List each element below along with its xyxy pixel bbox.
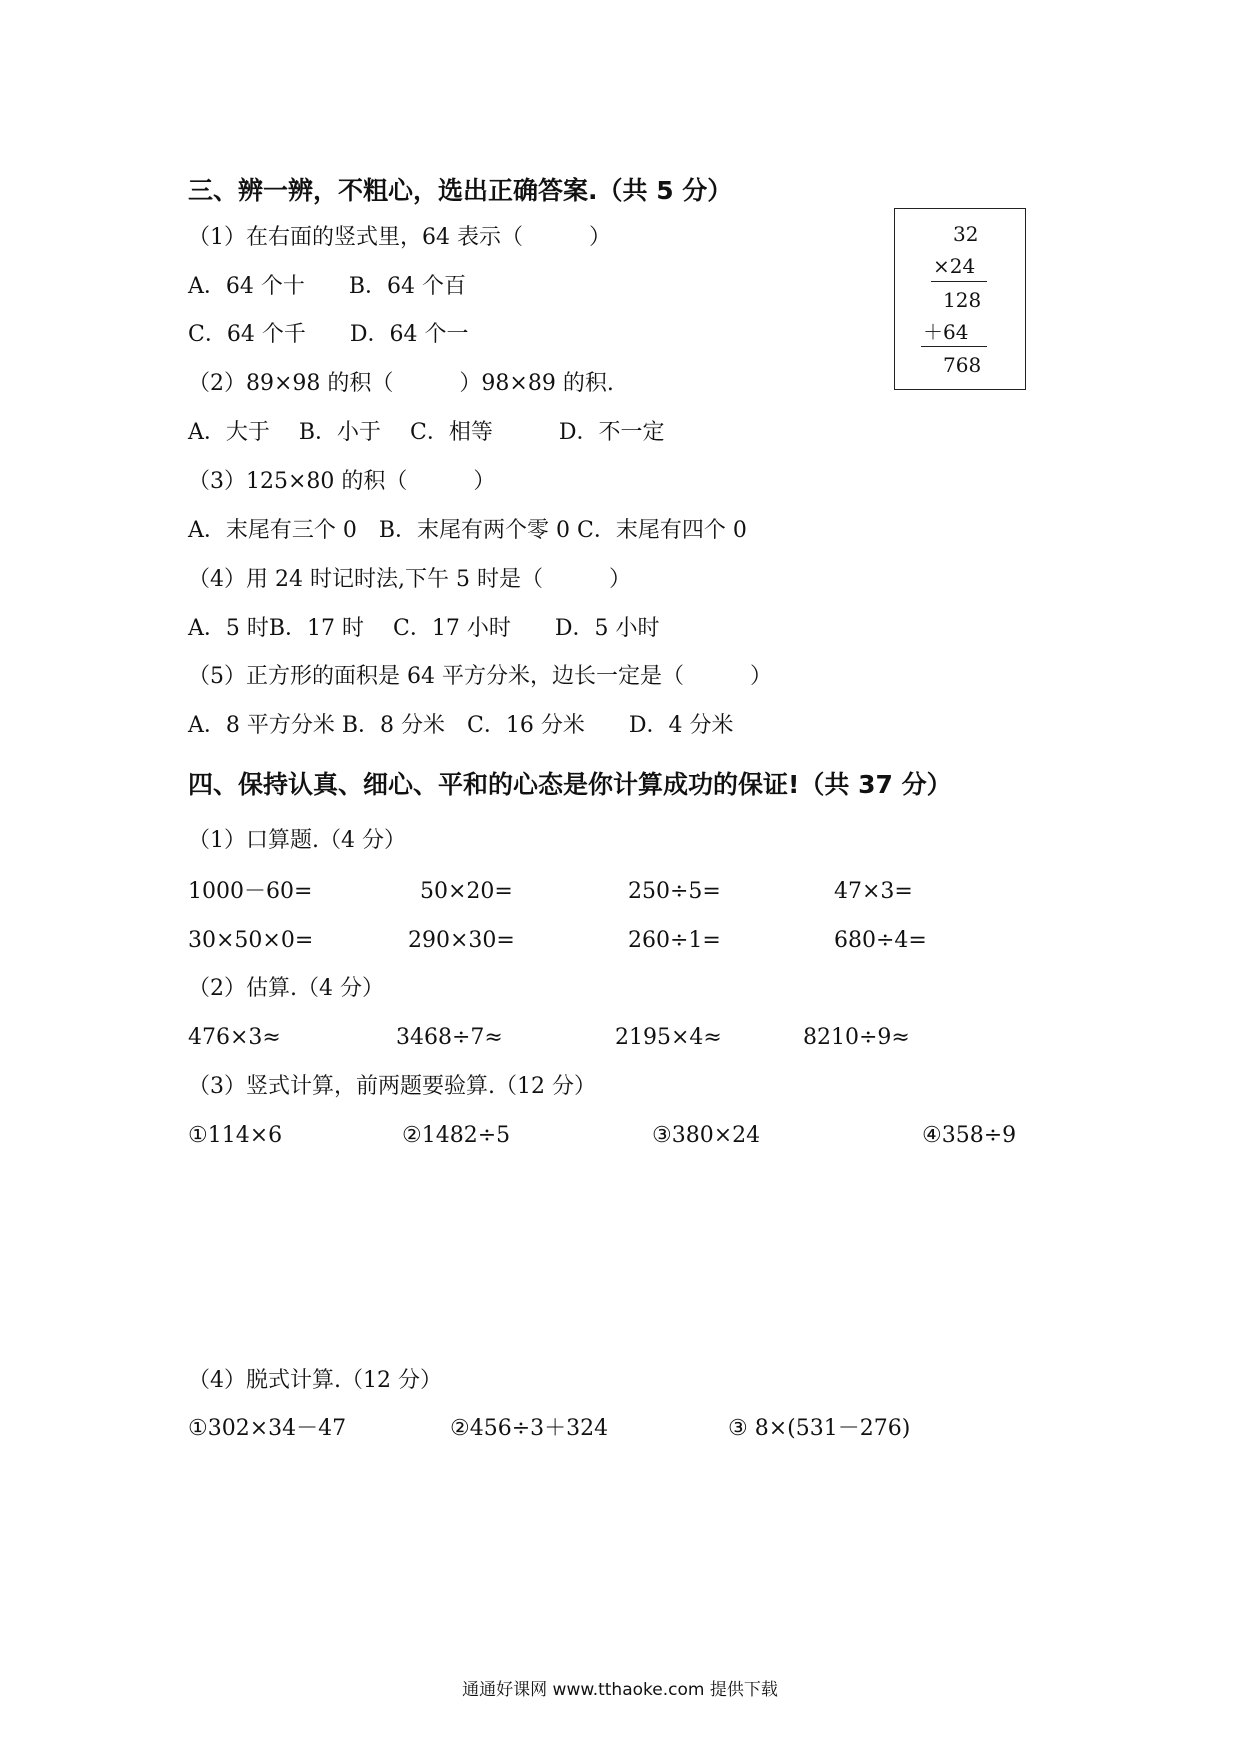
q2-options: A．大于 B．小于 C．相等 D．不一定 (188, 420, 665, 445)
q3-prompt: （3）125×80 的积（ ） (188, 469, 496, 494)
oral-calc-item: 1000－60= (188, 879, 313, 904)
estimate-item: 8210÷9≈ (803, 1025, 910, 1050)
vertical-line-128: 128 (943, 288, 982, 312)
vertical-calc-item: ④358÷9 (922, 1123, 1017, 1148)
q4-options: A．5 时B．17 时 C．17 小时 D．5 小时 (188, 616, 660, 641)
vertical-calc-item: ③380×24 (652, 1123, 761, 1148)
oral-calc-item: 250÷5= (628, 879, 721, 904)
oral-calc-item: 47×3= (834, 879, 913, 904)
p4-title: （4）脱式计算.（12 分） (188, 1368, 442, 1393)
stepwise-calc-item: ③ 8×(531－276) (728, 1416, 911, 1441)
p1-title: （1）口算题.（4 分） (188, 828, 406, 853)
stepwise-calc-item: ①302×34－47 (188, 1416, 347, 1441)
q1-options-ab: A．64 个十 B．64 个百 (188, 274, 467, 299)
q1-options-cd: C．64 个千 D．64 个一 (188, 322, 469, 347)
oral-calc-item: 260÷1= (628, 928, 721, 953)
vertical-line-x24: ×24 (933, 254, 976, 278)
q5-options: A．8 平方分米 B．8 分米 C．16 分米 D．4 分米 (188, 713, 734, 738)
estimate-item: 476×3≈ (188, 1025, 281, 1050)
estimate-item: 3468÷7≈ (396, 1025, 503, 1050)
q4-prompt: （4）用 24 时记时法,下午 5 时是（ ） (188, 567, 631, 592)
vertical-rule-2 (921, 346, 987, 347)
vertical-line-768: 768 (943, 353, 982, 377)
vertical-line-32: 32 (953, 222, 979, 246)
section3-heading: 三、辨一辨，不粗心，选出正确答案.（共 5 分） (188, 176, 733, 205)
oral-calc-item: 680÷4= (834, 928, 927, 953)
oral-calc-item: 30×50×0= (188, 928, 314, 953)
oral-calc-item: 290×30= (408, 928, 515, 953)
vertical-multiplication-box (894, 208, 1026, 390)
p2-title: （2）估算.（4 分） (188, 976, 384, 1001)
q3-options: A．末尾有三个 0 B．末尾有两个零 0 C．末尾有四个 0 (188, 518, 747, 543)
section4-heading: 四、保持认真、细心、平和的心态是你计算成功的保证!（共 37 分） (188, 770, 952, 799)
vertical-rule-1 (931, 281, 987, 282)
stepwise-calc-item: ②456÷3＋324 (450, 1416, 609, 1441)
oral-calc-item: 50×20= (420, 879, 513, 904)
q1-prompt: （1）在右面的竖式里，64 表示（ ） (188, 225, 611, 250)
vertical-calc-item: ①114×6 (188, 1123, 283, 1148)
q5-prompt: （5）正方形的面积是 64 平方分米，边长一定是（ ） (188, 664, 772, 689)
footer-source: 通通好课网 www.tthaoke.com 提供下载 (462, 1680, 778, 1700)
p3-title: （3）竖式计算，前两题要验算.（12 分） (188, 1074, 596, 1099)
q2-prompt: （2）89×98 的积（ ）98×89 的积. (188, 371, 614, 396)
estimate-item: 2195×4≈ (615, 1025, 722, 1050)
vertical-line-plus64: ＋64 (923, 320, 969, 344)
vertical-calc-item: ②1482÷5 (402, 1123, 511, 1148)
